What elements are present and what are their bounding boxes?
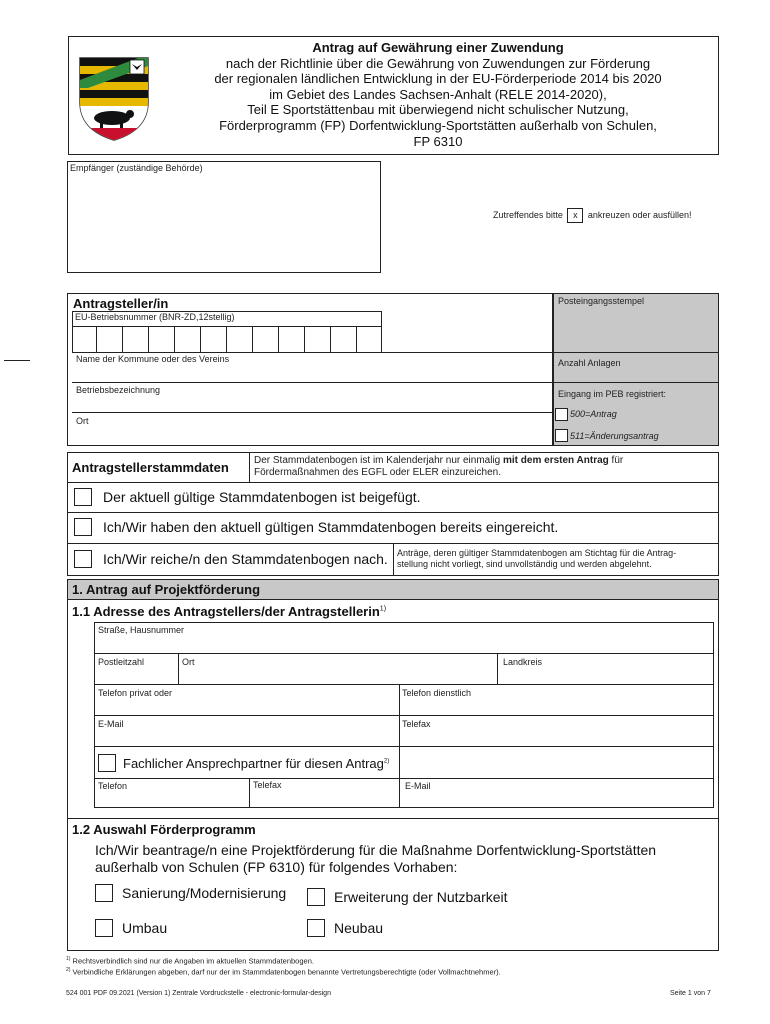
contact-email-field[interactable] (400, 779, 713, 808)
master-data-attached-checkbox[interactable] (74, 488, 92, 506)
newbuild-label: Neubau (334, 920, 384, 936)
city-label: Ort (182, 657, 195, 667)
contact-email-label: E-Mail (405, 781, 431, 791)
instruction-text: Zutreffendes bitte x ankreuzen oder ausfüllen! (493, 208, 692, 223)
recipient-field[interactable] (67, 161, 381, 273)
phone-office-label: Telefon dienstlich (402, 688, 472, 698)
program-text: Ich/Wir beantrage/n eine Projektförderung für die Maßnahme Dorfentwicklung-Sportstätten außerhalb von Schulen (FP 6310) für folgendes Vorhaben: (95, 842, 657, 875)
contact-person-label: Fachlicher Ansprechpartner für diesen Antrag$^{2)}$ (123, 756, 390, 771)
option-500-checkbox[interactable] (555, 408, 568, 421)
margin-mark (4, 360, 30, 361)
newbuild-checkbox[interactable] (307, 919, 325, 937)
city-field[interactable] (179, 654, 497, 684)
header-line-5: Förderprogramm (FP) Dorfentwicklung-Sportstätten außerhalb von Schulen, (219, 117, 657, 133)
master-data-later-label: Ich/Wir reiche/n den Stammdatenbogen nach. (103, 551, 388, 567)
registered-label: Eingang im PEB registriert: (558, 389, 667, 399)
attachments-label: Anzahl Anlagen (558, 358, 621, 368)
renovation-label: Sanierung/Modernisierung (122, 885, 287, 901)
place-label: Ort (76, 416, 89, 426)
master-data-submitted-checkbox[interactable] (74, 518, 92, 536)
extension-checkbox[interactable] (307, 888, 325, 906)
eu-number-label: EU-Betriebsnummer (BNR-ZD,12stellig) (75, 312, 235, 322)
section-1-title: 1. Antrag auf Projektförderung (72, 582, 261, 597)
program-title: 1.2 Auswahl Förderprogramm (72, 822, 256, 837)
applicant-title: Antragsteller/in (73, 296, 169, 311)
district-label: Landkreis (503, 657, 543, 667)
extension-label: Erweiterung der Nutzbarkeit (334, 889, 508, 905)
master-data-later-checkbox[interactable] (74, 550, 92, 568)
footer-form-id: 524 001 PDF 09.2021 (Version 1) Zentrale Vordruckstelle - electronic-formular-design (66, 990, 331, 997)
instruction-checkbox-sample: x (567, 208, 583, 223)
name-label: Name der Kommune oder des Vereins (76, 354, 230, 364)
recipient-label: Empfänger (zuständige Behörde) (70, 163, 203, 173)
master-data-submitted-label: Ich/Wir haben den aktuell gültigen Stammdatenbogen bereits eingereicht. (103, 519, 559, 535)
header-line-1: nach der Richtlinie über die Gewährung von Zuwendungen zur Förderung (225, 55, 651, 71)
phone-private-label: Telefon privat oder (98, 688, 173, 698)
master-data-later-note: Anträge, deren gültiger Stammdatenbogen am Stichtag für die Antrag- stellung nicht vorliegt, sind unvollständig und werden abgelehnt. (397, 548, 677, 569)
option-511-checkbox[interactable] (555, 429, 568, 442)
street-label: Straße, Hausnummer (98, 625, 185, 635)
address-title: 1.1 Adresse des Antragstellers/der Antragstellerin$^{1)}$ (72, 604, 387, 619)
header-line-6: FP 6310 (413, 133, 463, 149)
renovation-checkbox[interactable] (95, 884, 113, 902)
header-line-2: der regionalen ländlichen Entwicklung in der EU-Förderperiode 2014 bis 2020 (214, 71, 662, 87)
fax-field[interactable] (400, 716, 713, 746)
form-title: Antrag auf Gewährung einer Zuwendung (312, 40, 564, 55)
street-field[interactable] (95, 623, 713, 653)
master-data-attached-label: Der aktuell gültige Stammdatenbogen ist beigefügt. (103, 489, 421, 505)
contact-phone-label: Telefon (98, 781, 128, 791)
stamp-label: Posteingangsstempel (558, 296, 645, 306)
footnote-1: $^{1)}$ Rechtsverbindlich sind nur die Angaben im aktuellen Stammdatenbogen. (66, 956, 314, 966)
email-label: E-Mail (98, 719, 124, 729)
page-number: Seite 1 von 7 (670, 990, 711, 997)
header-line-3: im Gebiet des Landes Sachsen-Anhalt (RELE 2014-2020), (269, 86, 607, 102)
place-field[interactable] (72, 412, 553, 446)
master-data-note: Der Stammdatenbogen ist im Kalenderjahr nur einmalig mit dem ersten Antrag für Fördermaßnahmen des EGFL oder ELER einzureichen. (254, 455, 624, 478)
fax-label: Telefax (402, 719, 431, 729)
eu-number-digits[interactable] (72, 326, 382, 353)
email-field[interactable] (95, 716, 399, 746)
master-data-title: Antragstellerstammdaten (72, 460, 229, 475)
conversion-checkbox[interactable] (95, 919, 113, 937)
option-500-label: 500=Antrag (570, 409, 617, 419)
option-511-label: 511=Änderungsantrag (570, 431, 659, 441)
zip-label: Postleitzahl (98, 657, 145, 667)
coat-of-arms-logo (74, 48, 154, 144)
contact-person-checkbox[interactable] (98, 754, 116, 772)
conversion-label: Umbau (122, 920, 168, 936)
footnote-2: $^{2)}$ Verbindliche Erklärungen abgeben, darf nur der im Stammdatenbogen benannte Vertretungsberechtigte (oder Vollmachtnehmer). (66, 967, 501, 977)
contact-fax-label: Telefax (253, 780, 282, 790)
header-line-4: Teil E Sportstättenbau mit überwiegend nicht schulischer Nutzung, (247, 102, 629, 118)
business-label: Betriebsbezeichnung (76, 385, 161, 395)
